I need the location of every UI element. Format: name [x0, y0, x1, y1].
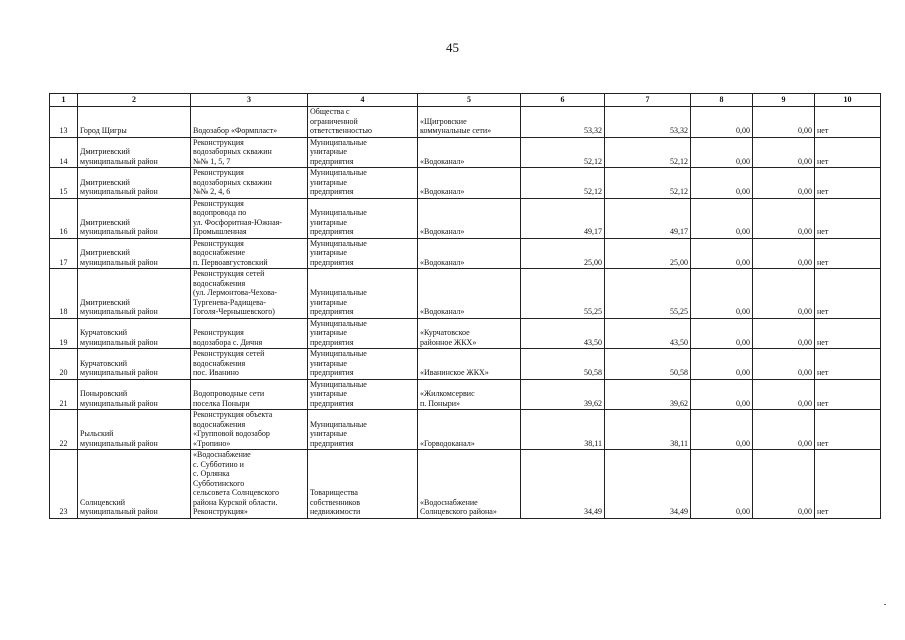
district-cell-line: Курчатовский [80, 358, 128, 368]
object-cell-line: Реконструкция объекта [193, 410, 273, 419]
value-cell-col7: 52,12 [605, 137, 691, 168]
flag-cell-col10: нет [815, 410, 881, 450]
object-cell-line: (ул. Лермонтова-Чехова- [193, 288, 277, 297]
table-row [50, 168, 881, 199]
operator-cell [418, 379, 521, 410]
district-cell-line: Солнцевский [80, 497, 126, 507]
district-cell-line: муниципальный район [80, 507, 158, 516]
district-cell-line: муниципальный район [80, 307, 158, 316]
ownership-form-cell-line: унитарные [310, 358, 347, 368]
object-cell-line: Реконструкция сетей [193, 349, 265, 358]
ownership-form-cell [308, 450, 418, 519]
object-cell-line: Реконструкция [193, 198, 244, 208]
district-cell [78, 349, 191, 380]
row-number-cell: 22 [50, 410, 78, 450]
object-cell-line: «Тропино» [193, 438, 231, 448]
value-cell-col6: 34,49 [521, 450, 605, 519]
operator-cell [418, 198, 521, 238]
district-cell-line: муниципальный район [80, 257, 158, 267]
ownership-form-cell-line: унитарные [310, 248, 347, 257]
object-cell-line: Реконструкция [193, 238, 244, 248]
ownership-form-cell-line: Муниципальные [310, 288, 367, 297]
value-cell-col6: 55,25 [521, 269, 605, 319]
flag-cell-col10: нет [815, 349, 881, 380]
ownership-form-cell-line: унитарные [310, 147, 347, 156]
operator-cell [418, 168, 521, 199]
object-cell-line: Водозабор «Формпласт» [193, 126, 278, 135]
operator-cell-line: коммунальные сети» [420, 126, 492, 135]
operator-cell-line: п. Поныри» [420, 398, 460, 408]
operator-cell-line: «Иванинское ЖКХ» [420, 368, 489, 377]
ownership-form-cell-line: унитарные [310, 389, 347, 398]
ownership-form-cell-line: Муниципальные [310, 349, 367, 358]
row-number-cell: 17 [50, 238, 78, 269]
value-cell-col6: 39,62 [521, 379, 605, 410]
value-cell-col9: 0,00 [753, 168, 815, 199]
operator-cell-line: «Горводоканал» [420, 438, 475, 448]
ownership-form-cell-line: Муниципальные [310, 208, 367, 217]
object-cell [191, 450, 308, 519]
value-cell-col9: 0,00 [753, 137, 815, 168]
operator-cell-line: «Водоканал» [420, 307, 465, 316]
object-cell-line: Тургенева-Радищева- [193, 297, 266, 307]
object-cell [191, 198, 308, 238]
value-cell-col9: 0,00 [753, 318, 815, 349]
district-cell-line: муниципальный район [80, 398, 158, 408]
value-cell-col8: 0,00 [691, 137, 753, 168]
district-cell-line: Город Щигры [80, 126, 127, 135]
row-number-cell: 20 [50, 349, 78, 380]
header-row [50, 94, 881, 107]
value-cell-col7: 25,00 [605, 238, 691, 269]
row-number-cell: 13 [50, 107, 78, 138]
object-cell-line: №№ 1, 5, 7 [193, 156, 231, 166]
value-cell-col8: 0,00 [691, 379, 753, 410]
flag-cell-col10: нет [815, 198, 881, 238]
district-cell-line: Курчатовский [80, 328, 128, 337]
value-cell-col9: 0,00 [753, 379, 815, 410]
ownership-form-cell-line: Муниципальные [310, 379, 367, 389]
column-header: 9 [753, 94, 815, 107]
value-cell-col8: 0,00 [691, 269, 753, 319]
district-cell-line: муниципальный район [80, 227, 158, 236]
ownership-form-cell-line: Общества с [310, 107, 350, 116]
ownership-form-cell-line: унитарные [310, 177, 347, 187]
flag-cell-col10: нет [815, 107, 881, 138]
ownership-form-cell-line: Муниципальные [310, 137, 367, 147]
scan-speck [884, 604, 886, 605]
district-cell-line: муниципальный район [80, 337, 158, 347]
ownership-form-cell-line: ограниченной [310, 116, 358, 126]
table-row [50, 318, 881, 349]
object-cell-line: Реконструкция [193, 328, 244, 337]
column-header: 6 [521, 94, 605, 107]
object-cell-line: Промышленная [193, 227, 247, 236]
ownership-form-cell [308, 379, 418, 410]
object-cell-line: «Водоснабжение [193, 450, 251, 459]
ownership-form-cell [308, 318, 418, 349]
object-cell [191, 168, 308, 199]
operator-cell-line: «Водоснабжение [420, 497, 478, 507]
ownership-form-cell-line: Товарищества [310, 488, 358, 497]
operator-cell-line: «Водоканал» [420, 187, 465, 196]
district-cell [78, 107, 191, 138]
object-cell-line: района Курской области. [193, 497, 278, 507]
table-row [50, 349, 881, 380]
object-cell [191, 269, 308, 319]
flag-cell-col10: нет [815, 137, 881, 168]
ownership-form-cell [308, 238, 418, 269]
ownership-form-cell-line: унитарные [310, 328, 347, 337]
object-cell-line: водозаборных скважин [193, 147, 272, 156]
table-row [50, 107, 881, 138]
object-cell-line: Гоголя-Чернышевского) [193, 307, 275, 316]
operator-cell-line: районное ЖКХ» [420, 337, 477, 347]
district-cell [78, 137, 191, 168]
object-cell-line: с. Орлянка [193, 469, 230, 478]
operator-cell-line: «Водоканал» [420, 156, 465, 166]
column-header: 10 [815, 94, 881, 107]
value-cell-col7: 53,32 [605, 107, 691, 138]
value-cell-col6: 50,58 [521, 349, 605, 380]
value-cell-col8: 0,00 [691, 168, 753, 199]
object-cell-line: «Групповой водозабор [193, 429, 270, 438]
column-header: 2 [78, 94, 191, 107]
object-cell-line: ул. Фосфоритная-Южная- [193, 217, 282, 227]
object-cell-line: Реконструкция» [193, 507, 248, 516]
object-cell-line: водоснабжения [193, 419, 246, 429]
operator-cell [418, 349, 521, 380]
district-cell [78, 198, 191, 238]
value-cell-col8: 0,00 [691, 410, 753, 450]
object-cell [191, 349, 308, 380]
flag-cell-col10: нет [815, 269, 881, 319]
column-header: 3 [191, 94, 308, 107]
ownership-form-cell [308, 168, 418, 199]
object-cell [191, 107, 308, 138]
district-cell-line: муниципальный район [80, 187, 158, 196]
district-cell [78, 168, 191, 199]
value-cell-col6: 52,12 [521, 168, 605, 199]
district-cell [78, 410, 191, 450]
table-row [50, 450, 881, 519]
column-header: 5 [418, 94, 521, 107]
ownership-form-cell-line: Муниципальные [310, 318, 367, 328]
table-row [50, 137, 881, 168]
object-cell-line: №№ 2, 4, 6 [193, 187, 231, 196]
object-cell-line: водозаборных скважин [193, 177, 272, 187]
row-number-cell: 15 [50, 168, 78, 199]
district-cell-line: Поныровский [80, 389, 128, 398]
operator-cell-line: Солнцевского района» [420, 507, 497, 516]
flag-cell-col10: нет [815, 168, 881, 199]
ownership-form-cell-line: Муниципальные [310, 419, 367, 429]
operator-cell [418, 107, 521, 138]
operator-cell [418, 137, 521, 168]
district-cell-line: муниципальный район [80, 156, 158, 166]
object-cell [191, 318, 308, 349]
ownership-form-cell [308, 349, 418, 380]
ownership-form-cell-line: предприятия [310, 398, 354, 408]
table-body [50, 107, 881, 519]
object-cell-line: сельсовета Солнцевского [193, 488, 279, 497]
object-cell [191, 137, 308, 168]
table-row [50, 410, 881, 450]
data-table [49, 93, 881, 519]
operator-cell [418, 450, 521, 519]
district-cell [78, 318, 191, 349]
district-cell [78, 269, 191, 319]
column-header: 4 [308, 94, 418, 107]
value-cell-col7: 50,58 [605, 349, 691, 380]
column-header: 8 [691, 94, 753, 107]
value-cell-col8: 0,00 [691, 318, 753, 349]
ownership-form-cell [308, 137, 418, 168]
value-cell-col6: 52,12 [521, 137, 605, 168]
operator-cell [418, 269, 521, 319]
table-row [50, 379, 881, 410]
value-cell-col6: 43,50 [521, 318, 605, 349]
object-cell-line: с. Субботино и [193, 459, 244, 469]
value-cell-col9: 0,00 [753, 410, 815, 450]
ownership-form-cell [308, 107, 418, 138]
operator-cell-line: «Курчатовское [420, 328, 470, 337]
ownership-form-cell-line: предприятия [310, 438, 354, 448]
district-cell-line: Дмитриевский [80, 147, 130, 156]
value-cell-col6: 25,00 [521, 238, 605, 269]
object-cell-line: поселка Поныри [193, 398, 250, 408]
district-cell-line: Дмитриевский [80, 248, 130, 257]
ownership-form-cell-line: предприятия [310, 257, 354, 267]
operator-cell-line: «Щигровские [420, 116, 467, 126]
column-header: 7 [605, 94, 691, 107]
value-cell-col9: 0,00 [753, 238, 815, 269]
row-number-cell: 23 [50, 450, 78, 519]
operator-cell [418, 238, 521, 269]
object-cell-line: водоснабжения [193, 278, 246, 288]
ownership-form-cell-line: недвижимости [310, 507, 361, 516]
row-number-cell: 18 [50, 269, 78, 319]
object-cell [191, 410, 308, 450]
table-row [50, 198, 881, 238]
operator-cell [418, 318, 521, 349]
row-number-cell: 14 [50, 137, 78, 168]
ownership-form-cell [308, 198, 418, 238]
object-cell-line: водоснабжение [193, 248, 246, 257]
ownership-form-cell-line: предприятия [310, 337, 354, 347]
value-cell-col7: 55,25 [605, 269, 691, 319]
value-cell-col7: 39,62 [605, 379, 691, 410]
value-cell-col7: 52,12 [605, 168, 691, 199]
district-cell-line: муниципальный район [80, 368, 158, 377]
flag-cell-col10: нет [815, 450, 881, 519]
object-cell-line: Реконструкция сетей [193, 269, 265, 278]
value-cell-col9: 0,00 [753, 450, 815, 519]
value-cell-col6: 49,17 [521, 198, 605, 238]
district-cell-line: Рыльский [80, 429, 114, 438]
value-cell-col8: 0,00 [691, 107, 753, 138]
district-cell [78, 450, 191, 519]
ownership-form-cell-line: собственников [310, 497, 361, 507]
page-number: 45 [446, 40, 459, 55]
operator-cell-line: «Водоканал» [420, 227, 465, 236]
district-cell-line: муниципальный район [80, 438, 158, 448]
ownership-form-cell [308, 269, 418, 319]
district-cell-line: Дмитриевский [80, 177, 130, 187]
object-cell-line: п. Первоавгустовский [193, 257, 268, 267]
ownership-form-cell-line: предприятия [310, 156, 354, 166]
row-number-cell: 16 [50, 198, 78, 238]
flag-cell-col10: нет [815, 379, 881, 410]
object-cell-line: Реконструкция [193, 168, 244, 177]
district-cell-line: Дмитриевский [80, 297, 130, 307]
value-cell-col8: 0,00 [691, 450, 753, 519]
object-cell-line: пос. Иванино [193, 368, 239, 377]
value-cell-col8: 0,00 [691, 349, 753, 380]
ownership-form-cell [308, 410, 418, 450]
object-cell-line: Реконструкция [193, 137, 244, 147]
column-header: 1 [50, 94, 78, 107]
value-cell-col9: 0,00 [753, 198, 815, 238]
object-cell-line: Субботинского [193, 478, 245, 488]
table-row [50, 238, 881, 269]
table-row [50, 269, 881, 319]
row-number-cell: 19 [50, 318, 78, 349]
object-cell [191, 379, 308, 410]
ownership-form-cell-line: предприятия [310, 187, 354, 196]
ownership-form-cell-line: предприятия [310, 227, 354, 236]
value-cell-col8: 0,00 [691, 198, 753, 238]
district-cell-line: Дмитриевский [80, 217, 130, 227]
value-cell-col9: 0,00 [753, 269, 815, 319]
operator-cell [418, 410, 521, 450]
object-cell [191, 238, 308, 269]
ownership-form-cell-line: Муниципальные [310, 168, 367, 177]
ownership-form-cell-line: Муниципальные [310, 238, 367, 248]
ownership-form-cell-line: унитарные [310, 297, 347, 307]
row-number-cell: 21 [50, 379, 78, 410]
value-cell-col7: 38,11 [605, 410, 691, 450]
value-cell-col7: 49,17 [605, 198, 691, 238]
object-cell-line: водозабора с. Дичня [193, 337, 263, 347]
value-cell-col7: 34,49 [605, 450, 691, 519]
flag-cell-col10: нет [815, 238, 881, 269]
object-cell-line: водопровода по [193, 208, 247, 217]
object-cell-line: Водопроводные сети [193, 389, 265, 398]
value-cell-col8: 0,00 [691, 238, 753, 269]
ownership-form-cell-line: унитарные [310, 217, 347, 227]
value-cell-col6: 53,32 [521, 107, 605, 138]
ownership-form-cell-line: ответственностью [310, 126, 373, 135]
value-cell-col7: 43,50 [605, 318, 691, 349]
value-cell-col9: 0,00 [753, 349, 815, 380]
value-cell-col6: 38,11 [521, 410, 605, 450]
district-cell [78, 379, 191, 410]
value-cell-col9: 0,00 [753, 107, 815, 138]
ownership-form-cell-line: предприятия [310, 307, 354, 316]
flag-cell-col10: нет [815, 318, 881, 349]
district-cell [78, 238, 191, 269]
object-cell-line: водоснабжения [193, 358, 246, 368]
ownership-form-cell-line: унитарные [310, 429, 347, 438]
operator-cell-line: «Жилкомсервис [420, 389, 475, 398]
operator-cell-line: «Водоканал» [420, 257, 465, 267]
ownership-form-cell-line: предприятия [310, 368, 354, 377]
